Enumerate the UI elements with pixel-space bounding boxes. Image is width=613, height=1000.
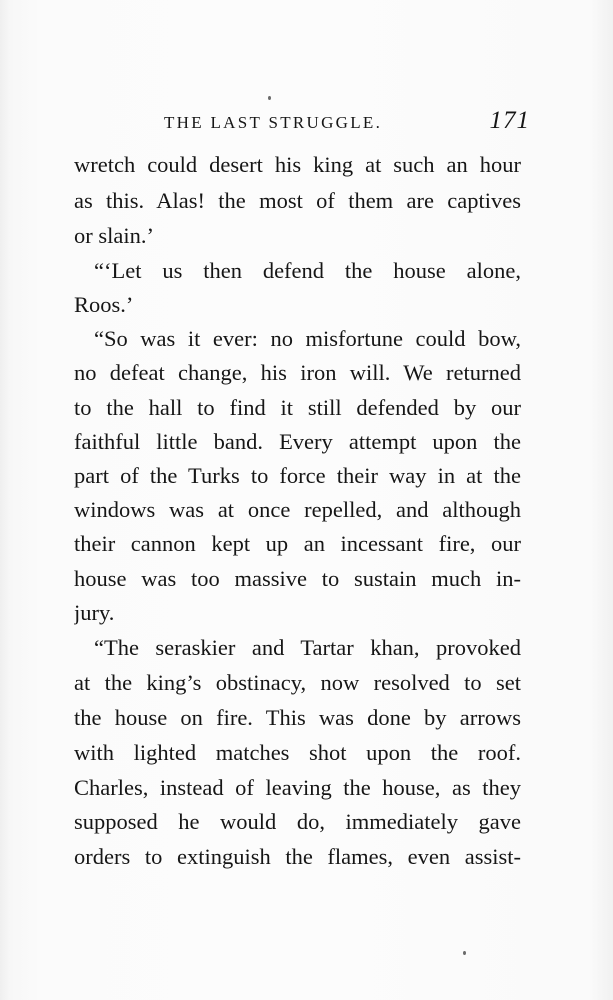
text-line: their cannon kept up an incessant fire, our (74, 531, 521, 556)
text-line: supposed he would do, immediately gave (74, 809, 521, 834)
text-line: wretch could desert his king at such an hour (74, 152, 521, 177)
text-line: no defeat change, his iron will. We returned (74, 360, 521, 385)
text-line: Roos.’ (74, 292, 134, 317)
text-line: “‘Let us then defend the house alone, (94, 258, 521, 283)
text-line: faithful little band. Every attempt upon the (74, 429, 521, 454)
text-line: part of the Turks to force their way in at the (74, 463, 521, 488)
page-number: 171 (489, 107, 530, 134)
text-line: the house on fire. This was done by arrows (74, 705, 521, 730)
text-line: with lighted matches shot upon the roof. (74, 740, 521, 765)
text-line: windows was at once repelled, and although (74, 497, 521, 522)
text-line: or slain.’ (74, 223, 154, 248)
running-head (74, 108, 530, 138)
text-line: to the hall to find it still defended by our (74, 395, 521, 420)
running-title: THE LAST STRUGGLE. (164, 113, 383, 132)
print-speck (268, 96, 271, 100)
text-line: orders to extinguish the flames, even assist- (74, 844, 521, 869)
text-line: at the king’s obstinacy, now resolved to set (74, 670, 521, 695)
text-line: jury. (74, 600, 115, 625)
text-line: house was too massive to sustain much in- (74, 566, 521, 591)
text-line: Charles, instead of leaving the house, as they (74, 775, 521, 800)
text-line: “The seraskier and Tartar khan, provoked (94, 635, 521, 660)
print-speck (463, 951, 466, 955)
text-line: “So was it ever: no misfortune could bow, (94, 326, 521, 351)
text-line: as this. Alas! the most of them are captives (74, 188, 521, 213)
